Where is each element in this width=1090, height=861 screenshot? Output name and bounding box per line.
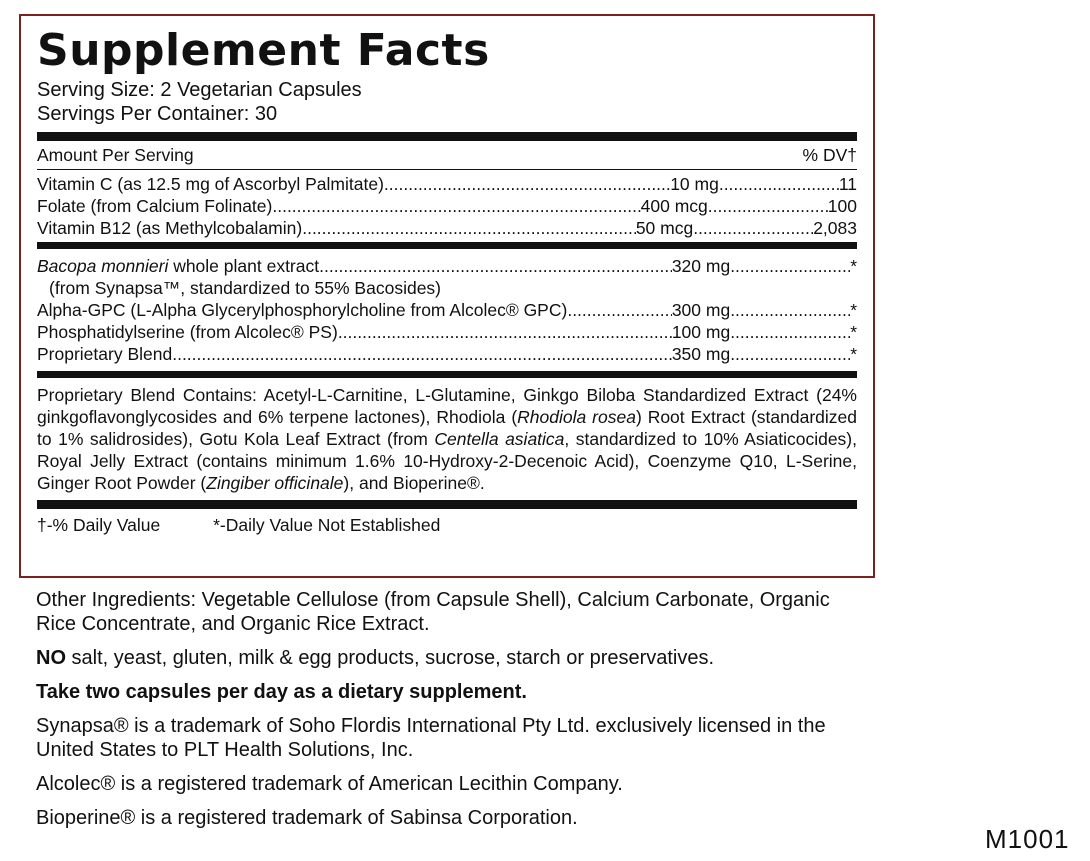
synapsa-trademark: Synapsa® is a trademark of Soho Flordis International Pty Ltd. exclusively licensed in the United States to PLT Health Solutions, Inc. — [36, 715, 826, 761]
footnote-dv: †-% Daily Value — [37, 515, 161, 535]
free-from-statement: NO salt, yeast, gluten, milk & egg products, sucrose, starch or preservatives. — [36, 647, 715, 669]
other-ingredients: Other Ingredients: Vegetable Cellulose (from Capsule Shell), Calcium Carbonate, Organic Rice Concentrate, and Organic Rice Extract. — [36, 589, 830, 635]
ingredient-name: Alpha-GPC (L-Alpha Glycerylphosphorylcholine from Alcolec® GPC) — [37, 300, 568, 320]
ingredient-dv: * — [850, 322, 857, 342]
ingredient-subnote: (from Synapsa™, standardized to 55% Bacosides) — [49, 278, 441, 298]
bioperine-trademark: Bioperine® is a registered trademark of Sabinsa Corporation. — [36, 807, 578, 829]
ingredient-dv: * — [850, 300, 857, 320]
amount-header — [37, 141, 857, 169]
ingredient-row — [37, 299, 857, 321]
nutrient-amount: 400 mcg — [640, 196, 708, 216]
divider-thick — [37, 132, 857, 141]
dv-header-label: % DV† — [802, 145, 857, 165]
footnotes — [37, 509, 857, 537]
directions: Take two capsules per day as a dietary supplement. — [36, 681, 527, 703]
ingredient-dv: * — [850, 256, 857, 276]
nutrient-name: Vitamin B12 (as Methylcobalamin) — [37, 218, 303, 238]
nutrient-amount: 50 mcg — [635, 218, 694, 238]
ingredient-amount: 350 mg — [671, 344, 731, 364]
label-notes — [36, 588, 866, 840]
nutrient-name: Folate (from Calcium Folinate) — [37, 196, 273, 216]
ingredient-row — [37, 321, 857, 343]
nutrient-row — [37, 217, 857, 239]
servings-per-container: Servings Per Container: 30 — [37, 103, 278, 125]
serving-size: Serving Size: 2 Vegetarian Capsules — [37, 79, 362, 101]
product-code: M1001 — [985, 824, 1070, 854]
ingredient-row — [37, 255, 857, 277]
proprietary-blend-contents: Proprietary Blend Contains: Acetyl-L-Carnitine, L-Glutamine, Ginkgo Biloba Standardized Extract (24% ginkgoflavonglycosides and 6% terpene lactones), Rhodiola (Rhodiola rosea) Root Extract (standardized to 1% salidrosides), Gotu Kola Leaf Extract (from Centella asiatica, standardized to 10% Asiaticocides), Royal Jelly Extract (contains minimum 1.6% 10-Hydroxy-2-Decenoic Acid), Coenzyme Q10, L-Serine, Ginger Root Powder (Zingiber officinale), and Bioperine®. — [37, 385, 857, 493]
divider-thick — [37, 500, 857, 509]
ingredient-list — [37, 249, 857, 371]
ingredient-dv: * — [850, 344, 857, 364]
divider-medium — [37, 371, 857, 378]
divider-medium — [37, 242, 857, 249]
footnote-not-established: *-Daily Value Not Established — [213, 515, 441, 535]
ingredient-name: Bacopa monnieri whole plant extract — [37, 256, 320, 276]
ingredient-name: Phosphatidylserine (from Alcolec® PS) — [37, 322, 338, 342]
ingredient-row — [37, 343, 857, 365]
alcolec-trademark: Alcolec® is a registered trademark of American Lecithin Company. — [36, 773, 623, 795]
nutrient-name: Vitamin C (as 12.5 mg of Ascorbyl Palmitate) — [37, 174, 384, 194]
ingredient-amount: 320 mg — [671, 256, 731, 276]
amount-per-serving-label: Amount Per Serving — [37, 145, 194, 165]
ingredient-amount: 100 mg — [671, 322, 731, 342]
nutrient-amount: 10 mg — [670, 174, 719, 194]
nutrient-row — [37, 195, 857, 217]
supplement-facts-panel — [19, 14, 875, 578]
ingredient-amount: 300 mg — [671, 300, 731, 320]
nutrient-dv: 11 — [838, 174, 857, 194]
nutrient-dv: 2,083 — [813, 218, 857, 238]
nutrient-row — [37, 173, 857, 195]
vitamin-list — [37, 170, 857, 242]
ingredient-name: Proprietary Blend — [37, 344, 173, 364]
nutrient-dv: 100 — [827, 196, 857, 216]
panel-title: Supplement Facts — [37, 25, 490, 76]
